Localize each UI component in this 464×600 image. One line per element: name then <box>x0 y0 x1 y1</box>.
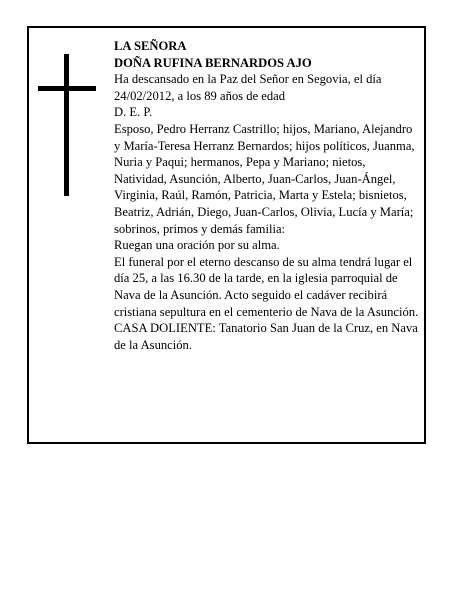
notice-body <box>114 38 420 353</box>
mourning-house: CASA DOLIENTE: Tanatorio San Juan de la Cruz, en Nava de la Asunción. <box>114 321 418 352</box>
death-announcement: Ha descansado en la Paz del Señor en Segovia, el día 24/02/2012, a los 89 años de edad <box>114 72 382 103</box>
cross-icon <box>38 54 96 196</box>
rip-abbreviation: D. E. P. <box>114 105 153 120</box>
cross-vertical-bar <box>64 54 69 196</box>
cross-horizontal-bar <box>38 86 96 91</box>
notice-title: LA SEÑORA <box>114 39 187 53</box>
family-members: Esposo, Pedro Herranz Castrillo; hijos, Mariano, Alejandro y María-Teresa Herranz Bernardos; hijos políticos, Juanma, Nuria y Paqui; hermanos, Pepa y Mariano; nietos, Natividad, Asunción, Alberto, Juan-Carlos, Juan-Ángel, Virginia, Raúl, Ramón, Patricia, Marta y Estela; bisnietos, Beatriz, Adrián, Diego, Juan-Carlos, Olivia, Lucía y María; sobrinos, primos y demás familia: <box>114 121 415 236</box>
deceased-name: DOÑA RUFINA BERNARDOS AJO <box>114 55 312 70</box>
funeral-details: El funeral por el eterno descanso de su alma tendrá lugar el día 25, a las 16.30 de la tarde, en la iglesia parroquial de Nava de la Asunción. Acto seguido el cadáver recibirá cristiana sepultura en el cementerio de Nava de la Asunción. <box>114 254 419 319</box>
prayer-request: Ruegan una oración por su alma. <box>114 238 280 253</box>
